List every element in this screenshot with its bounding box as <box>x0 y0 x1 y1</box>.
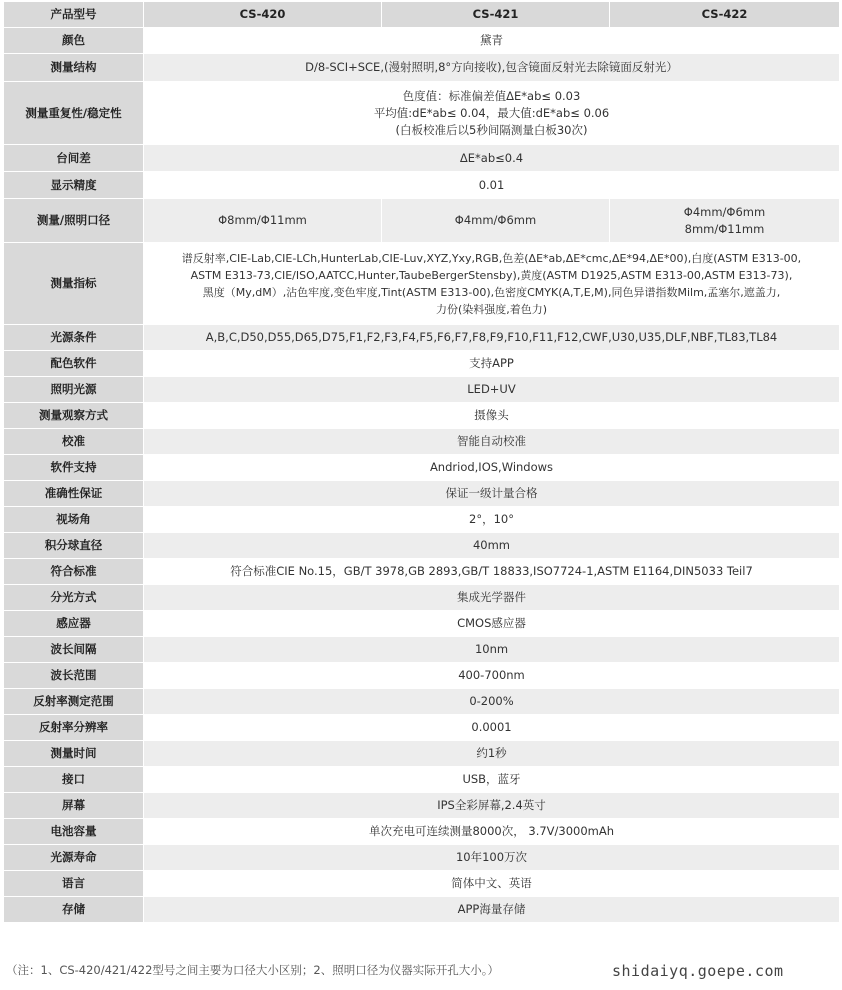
table-row <box>4 741 840 767</box>
row-value: 约1秒 <box>144 741 840 767</box>
row-label: 测量/照明口径 <box>4 199 144 243</box>
row-value: LED+UV <box>144 377 840 403</box>
row-label: 接口 <box>4 767 144 793</box>
table-row <box>4 637 840 663</box>
row-value: 黛青 <box>144 28 840 54</box>
row-label: 测量指标 <box>4 243 144 325</box>
row-value: 集成光学器件 <box>144 585 840 611</box>
row-label: 感应器 <box>4 611 144 637</box>
row-label: 测量观察方式 <box>4 403 144 429</box>
model-cs422: CS-422 <box>610 2 840 28</box>
row-label: 反射率分辨率 <box>4 715 144 741</box>
row-value: IPS全彩屏幕,2.4英寸 <box>144 793 840 819</box>
row-label: 语言 <box>4 871 144 897</box>
row-value: USB，蓝牙 <box>144 767 840 793</box>
table-row <box>4 559 840 585</box>
value-line: (白板校准后以5秒间隔测量白板30次) <box>395 122 588 137</box>
table-row <box>4 767 840 793</box>
value-line: Φ4mm/Φ6mm <box>683 204 766 219</box>
row-label: 波长间隔 <box>4 637 144 663</box>
row-label: 软件支持 <box>4 455 144 481</box>
row-label: 屏幕 <box>4 793 144 819</box>
row-value: 保证一级计量合格 <box>144 481 840 507</box>
row-label: 反射率测定范围 <box>4 689 144 715</box>
row-label: 电池容量 <box>4 819 144 845</box>
aperture-cs420: Φ8mm/Φ11mm <box>144 199 382 243</box>
table-row <box>4 351 840 377</box>
value-line: 8mm/Φ11mm <box>684 221 765 236</box>
row-label: 波长范围 <box>4 663 144 689</box>
table-row <box>4 145 840 172</box>
table-row <box>4 507 840 533</box>
row-label: 视场角 <box>4 507 144 533</box>
row-label: 测量结构 <box>4 54 144 82</box>
table-row <box>4 845 840 871</box>
row-value: 单次充电可连续测量8000次， 3.7V/3000mAh <box>144 819 840 845</box>
table-row <box>4 199 840 243</box>
table-row <box>4 793 840 819</box>
watermark: shidaiyq.goepe.com <box>612 962 784 980</box>
value-line: ASTM E313-73,CIE/ISO,AATCC,Hunter,TaubeBergerStensby),黄度(ASTM D1925,ASTM E313-00,ASTM E313-73), <box>190 268 793 282</box>
table-row <box>4 663 840 689</box>
table-row <box>4 172 840 199</box>
aperture-cs421: Φ4mm/Φ6mm <box>382 199 610 243</box>
table-row <box>4 689 840 715</box>
value-line: 黑度（My,dM）,沾色牢度,变色牢度,Tint(ASTM E313-00),色密度CMYK(A,T,E,M),同色异谱指数Milm,孟塞尔,遮盖力, <box>202 285 781 299</box>
row-label: 存储 <box>4 897 144 923</box>
table-row <box>4 871 840 897</box>
row-value: D/8-SCI+SCE,(漫射照明,8°方向接收),包含镜面反射光去除镜面反射光） <box>144 54 840 82</box>
row-value: 400-700nm <box>144 663 840 689</box>
row-value: A,B,C,D50,D55,D65,D75,F1,F2,F3,F4,F5,F6,F7,F8,F9,F10,F11,F12,CWF,U30,U35,DLF,NBF,TL83,TL84 <box>144 325 840 351</box>
table-row <box>4 28 840 54</box>
table-row <box>4 585 840 611</box>
row-label: 台间差 <box>4 145 144 172</box>
row-label: 校准 <box>4 429 144 455</box>
row-label: 配色软件 <box>4 351 144 377</box>
value-line: 谱反射率,CIE-Lab,CIE-LCh,HunterLab,CIE-Luv,XYZ,Yxy,RGB,色差(ΔE*ab,ΔE*cmc,ΔE*94,ΔE*00),白度(ASTM E313-00, <box>181 251 802 265</box>
row-value <box>144 243 840 325</box>
aperture-cs422 <box>610 199 840 243</box>
row-label: 符合标准 <box>4 559 144 585</box>
table-row <box>4 611 840 637</box>
table-row <box>4 455 840 481</box>
table-row <box>4 897 840 923</box>
row-value: 10年100万次 <box>144 845 840 871</box>
row-value: ΔE*ab≤0.4 <box>144 145 840 172</box>
row-label: 测量重复性/稳定性 <box>4 82 144 145</box>
row-value: 智能自动校准 <box>144 429 840 455</box>
value-line: 力份(染料强度,着色力) <box>435 302 548 316</box>
header-row <box>4 2 840 28</box>
row-value: 简体中文、英语 <box>144 871 840 897</box>
row-label: 测量时间 <box>4 741 144 767</box>
table-row <box>4 377 840 403</box>
row-value: 2°，10° <box>144 507 840 533</box>
model-cs420: CS-420 <box>144 2 382 28</box>
table-row <box>4 54 840 82</box>
table-row <box>4 533 840 559</box>
table-row <box>4 403 840 429</box>
row-label: 颜色 <box>4 28 144 54</box>
row-value: 40mm <box>144 533 840 559</box>
row-label: 照明光源 <box>4 377 144 403</box>
value-line: 平均值:dE*ab≤ 0.04，最大值:dE*ab≤ 0.06 <box>373 105 610 120</box>
row-label: 分光方式 <box>4 585 144 611</box>
row-label: 显示精度 <box>4 172 144 199</box>
row-value: APP海量存储 <box>144 897 840 923</box>
table-row <box>4 481 840 507</box>
row-value: 0.01 <box>144 172 840 199</box>
row-value: 0-200% <box>144 689 840 715</box>
row-value: 0.0001 <box>144 715 840 741</box>
table-row <box>4 243 840 325</box>
row-value: 支持APP <box>144 351 840 377</box>
table-row <box>4 429 840 455</box>
spec-table <box>3 1 840 923</box>
row-value: 符合标准CIE No.15，GB/T 3978,GB 2893,GB/T 18833,ISO7724-1,ASTM E1164,DIN5033 Teil7 <box>144 559 840 585</box>
table-row <box>4 819 840 845</box>
row-label: 积分球直径 <box>4 533 144 559</box>
header-label: 产品型号 <box>4 2 144 28</box>
row-value: 10nm <box>144 637 840 663</box>
row-label: 准确性保证 <box>4 481 144 507</box>
row-value <box>144 82 840 145</box>
table-row <box>4 715 840 741</box>
model-cs421: CS-421 <box>382 2 610 28</box>
row-value: Andriod,IOS,Windows <box>144 455 840 481</box>
row-value: 摄像头 <box>144 403 840 429</box>
table-row <box>4 82 840 145</box>
value-line: 色度值：标准偏差值ΔE*ab≤ 0.03 <box>402 88 581 103</box>
row-value: CMOS感应器 <box>144 611 840 637</box>
table-row <box>4 325 840 351</box>
row-label: 光源寿命 <box>4 845 144 871</box>
footnote: （注：1、CS-420/421/422型号之间主要为口径大小区别；2、照明口径为仪器实际开孔大小。） <box>6 963 499 977</box>
row-label: 光源条件 <box>4 325 144 351</box>
